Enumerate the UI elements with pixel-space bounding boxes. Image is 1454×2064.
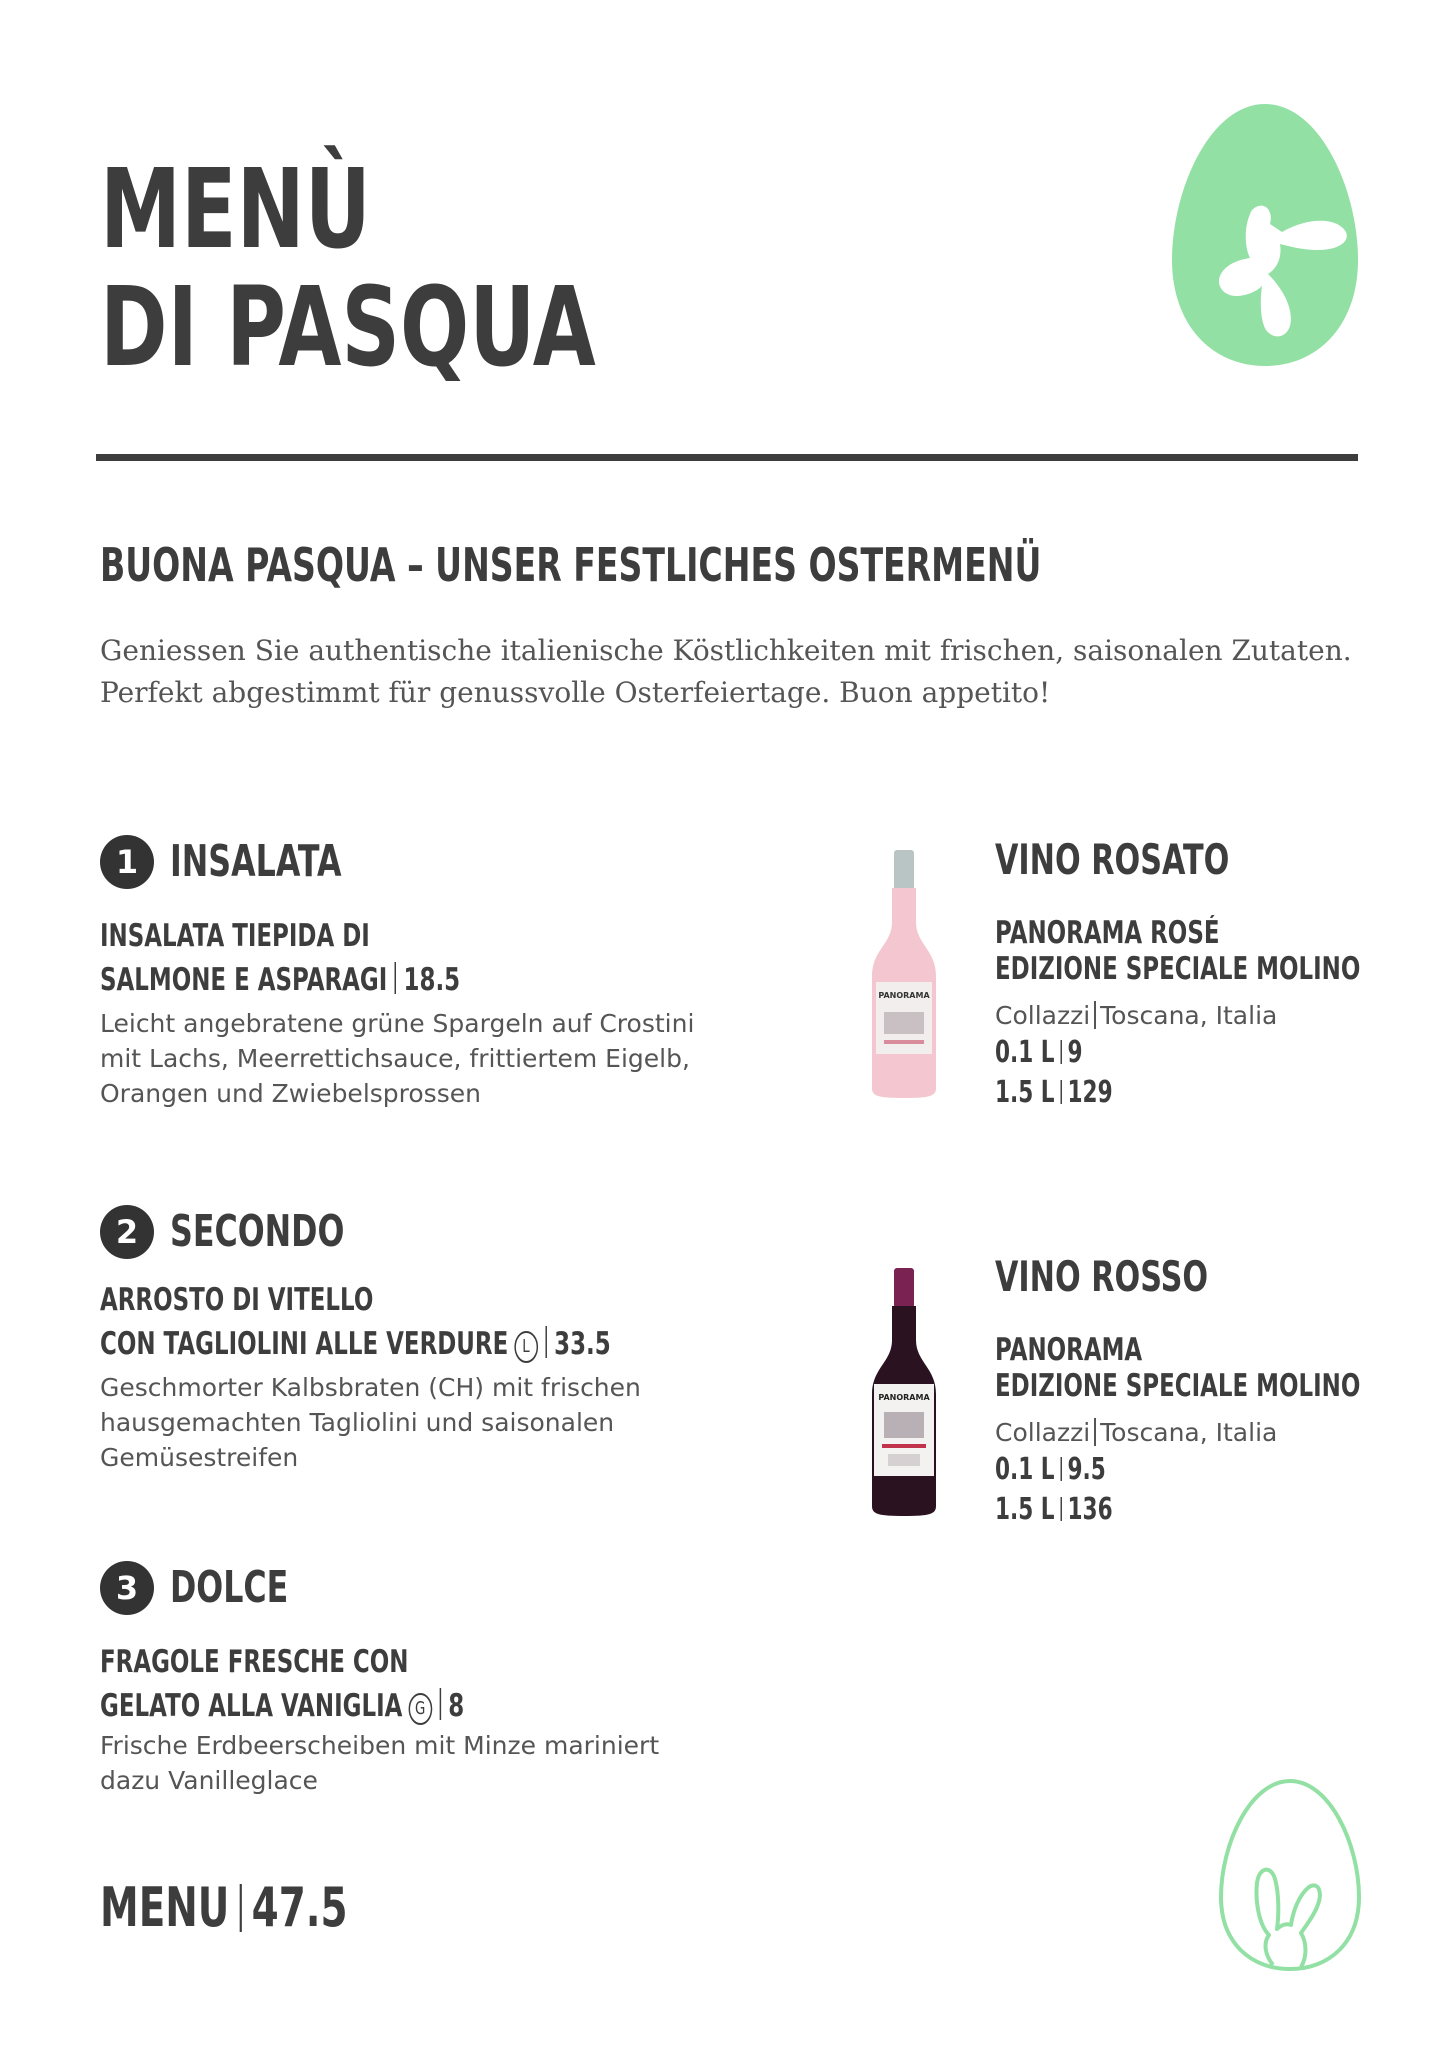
wine-size: 1.5 L bbox=[995, 1492, 1055, 1527]
red-wine-bottle-image bbox=[862, 1266, 946, 1518]
dish-name bbox=[100, 1640, 633, 1728]
desc-line: Gemüsestreifen bbox=[100, 1443, 299, 1472]
desc-line: Geschmorter Kalbsbraten (CH) mit frischen bbox=[100, 1373, 641, 1402]
wine-producer: Collazzi bbox=[995, 1001, 1091, 1030]
dish-price: 8 bbox=[448, 1688, 465, 1724]
bottle-label-text: PANORAMA bbox=[878, 1393, 930, 1402]
course-number-badge: 3 bbox=[100, 1561, 154, 1615]
separator bbox=[545, 1326, 546, 1358]
wine-size: 0.1 L bbox=[995, 1452, 1055, 1487]
dish-line-2: GELATO ALLA VANIGLIA bbox=[100, 1688, 403, 1724]
separator bbox=[1060, 1080, 1061, 1104]
separator bbox=[1094, 1418, 1096, 1446]
divider bbox=[96, 454, 1358, 461]
wine-price: 9.5 bbox=[1067, 1452, 1106, 1487]
desc-line: dazu Vanilleglace bbox=[100, 1766, 318, 1795]
course-header bbox=[100, 1202, 820, 1262]
desc-line: Orangen und Zwiebelsprossen bbox=[100, 1079, 481, 1108]
section-subtitle: BUONA PASQUA – UNSER FESTLICHES OSTERMENÜ bbox=[100, 538, 1042, 592]
wine-name-line-1: PANORAMA ROSÉ bbox=[995, 915, 1220, 951]
course-name: SECONDO bbox=[170, 1206, 345, 1257]
allergen-lactose-icon: L bbox=[514, 1331, 538, 1363]
intro-text: Geniessen Sie authentische italienische Köstlichkeiten mit frischen, saisonalen Zutaten. Perfekt abgestimmt für genussvolle Osterfeiertage. Buon appetito! bbox=[100, 634, 1352, 709]
dish-name bbox=[100, 1278, 633, 1366]
title-line-2: DI PASQUA bbox=[100, 263, 596, 391]
dish-description bbox=[100, 1728, 820, 1798]
dish-line-1: ARROSTO DI VITELLO bbox=[100, 1282, 374, 1318]
wine-price: 129 bbox=[1067, 1075, 1113, 1110]
bottle-label-text: PANORAMA bbox=[878, 991, 930, 1000]
menu-total bbox=[100, 1878, 348, 1938]
wine-price-small bbox=[995, 1033, 1297, 1073]
dish-name bbox=[100, 914, 633, 1002]
wine-rosato bbox=[995, 835, 1415, 1113]
wine-producer: Collazzi bbox=[995, 1418, 1091, 1447]
page-title bbox=[100, 145, 596, 391]
course-name: INSALATA bbox=[170, 836, 342, 887]
wine-price-large bbox=[995, 1073, 1297, 1113]
wine-price-small bbox=[995, 1450, 1297, 1490]
rose-wine-bottle-image bbox=[862, 848, 946, 1100]
wine-name bbox=[995, 1332, 1361, 1404]
wine-price: 9 bbox=[1067, 1035, 1083, 1070]
dish-line-2: SALMONE E ASPARAGI bbox=[100, 962, 388, 998]
course-dolce bbox=[100, 1558, 820, 1798]
course-secondo bbox=[100, 1202, 820, 1475]
desc-line: hausgemachten Tagliolini und saisonalen bbox=[100, 1408, 615, 1437]
dish-line-1: INSALATA TIEPIDA DI bbox=[100, 918, 370, 954]
dish-price: 33.5 bbox=[554, 1326, 611, 1362]
wine-size: 1.5 L bbox=[995, 1075, 1055, 1110]
easter-egg-bunny-icon bbox=[1170, 100, 1360, 370]
separator bbox=[1060, 1040, 1061, 1064]
separator bbox=[1060, 1497, 1061, 1521]
wine-region: Toscana, Italia bbox=[1100, 1001, 1278, 1030]
wine-name-line-2: EDIZIONE SPECIALE MOLINO bbox=[995, 951, 1361, 987]
course-header bbox=[100, 1558, 820, 1618]
dish-price: 18.5 bbox=[403, 962, 461, 998]
wine-origin bbox=[995, 999, 1415, 1033]
separator bbox=[1060, 1457, 1061, 1481]
wine-size: 0.1 L bbox=[995, 1035, 1055, 1070]
desc-line: Frische Erdbeerscheiben mit Minze mariniert bbox=[100, 1731, 660, 1760]
dish-line-2: CON TAGLIOLINI ALLE VERDURE bbox=[100, 1326, 509, 1362]
wine-price-large bbox=[995, 1490, 1297, 1530]
menu-total-price: 47.5 bbox=[251, 1876, 348, 1939]
separator bbox=[1094, 1001, 1096, 1029]
wine-category: VINO ROSATO bbox=[995, 835, 1230, 884]
wine-price: 136 bbox=[1067, 1492, 1113, 1527]
title-line-1: MENÙ bbox=[100, 145, 371, 273]
separator bbox=[439, 1688, 440, 1720]
dish-description bbox=[100, 1370, 820, 1475]
dish-line-1: FRAGOLE FRESCHE CON bbox=[100, 1644, 409, 1680]
course-number-badge: 1 bbox=[100, 835, 154, 889]
desc-line: Leicht angebratene grüne Spargeln auf Crostini bbox=[100, 1009, 695, 1038]
allergen-gluten-icon: G bbox=[408, 1693, 432, 1725]
course-insalata bbox=[100, 832, 820, 1111]
wine-rosso bbox=[995, 1252, 1415, 1530]
menu-total-label: MENU bbox=[100, 1876, 230, 1939]
desc-line: mit Lachs, Meerrettichsauce, frittiertem Eigelb, bbox=[100, 1044, 690, 1073]
wine-name-line-1: PANORAMA bbox=[995, 1332, 1143, 1368]
wine-origin bbox=[995, 1416, 1415, 1450]
wine-category: VINO ROSSO bbox=[995, 1252, 1209, 1301]
course-header bbox=[100, 832, 820, 892]
course-number-badge: 2 bbox=[100, 1205, 154, 1259]
wine-region: Toscana, Italia bbox=[1100, 1418, 1278, 1447]
wine-name-line-2: EDIZIONE SPECIALE MOLINO bbox=[995, 1368, 1361, 1404]
easter-egg-outline-icon bbox=[1215, 1775, 1365, 1975]
separator bbox=[239, 1884, 241, 1932]
dish-description bbox=[100, 1006, 820, 1111]
course-name: DOLCE bbox=[170, 1562, 289, 1613]
separator bbox=[395, 962, 396, 994]
wine-name bbox=[995, 915, 1361, 987]
